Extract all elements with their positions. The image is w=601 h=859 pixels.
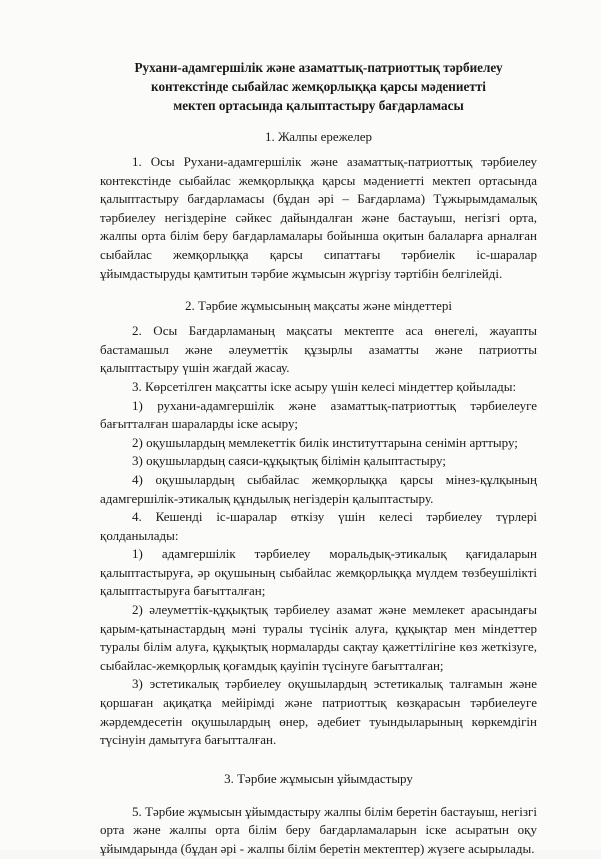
list-item: 2) оқушылардың мемлекеттік билік институттарына сенімін арттыру; — [132, 434, 518, 450]
document-title — [100, 58, 537, 115]
list-item: 3) оқушылардың саяси-құқықтық білімін қалыптастыру; — [132, 453, 446, 469]
paragraph: 5. Тәрбие жұмысын ұйымдастыру жалпы білім беретін бастауыш, негізгі орта және жалпы орта білім беру бағдарламаларын іске асыратын оқу ұйымдарында (бұдан әрі - жалпы білім беретін мектептер) жүзеге асырылады. — [100, 803, 537, 856]
title-line: Рухани-адамгершілік және азаматтық-патриоттық тәрбиелеу — [134, 60, 503, 75]
paragraph: 2. Осы Бағдарламаның мақсаты мектепте аса өнегелі, жауапты бастамашыл және әлеуметтік құзырлы азаматты және патриотты қалыптастыру үшін жағдай жасау. — [100, 323, 537, 376]
section-heading-organization: 3. Тәрбие жұмысын ұйымдастыру — [224, 770, 413, 786]
paragraph: 1. Осы Рухани-адамгершілік және азаматтық-патриоттық тәрбиелеу контекстінде сыбайлас жемқорлыққа қарсы мәдениетті мектеп ортасында қалыптастыру бағдарламасы (бұдан әрі – Бағдарлама) Тұжырымдамалық тәрбиелеу негіздеріне сәйкес дайындалған және бастауыш, негізгі орта, жалпы орта білім беру бағдарламалары бойынша оқитын балаларға арналған сыбайлас жемқорлыққа қарсы сипаттағы тәрбиелік іс-шаралар ұйымдастыруды қамтитын тәрбие жұмысын жүргізу тәртібін белгілейді. — [100, 154, 537, 281]
paragraph: 4. Кешенді іс-шаралар өткізу үшін келесі тәрбиелеу түрлері қолданылады: — [100, 509, 537, 543]
paragraph: 3. Көрсетілген мақсатты іске асыру үшін келесі міндеттер қойылады: — [132, 378, 517, 394]
title-line: контекстінде сыбайлас жемқорлыққа қарсы мәдениетті — [151, 79, 486, 94]
section-heading-general: 1. Жалпы ережелер — [264, 129, 372, 144]
list-item: 4) оқушылардың сыбайлас жемқорлыққа қарсы мінез-құлқының адамгершілік-этикалық құндылық негіздерін қалыптастыру. — [100, 471, 537, 506]
list-item: 2) әлеуметтік-құқықтық тәрбиелеу азамат және мемлекет арасындағы қарым-қатынастардың мәні туралы түсінік алуға, құқықтар мен міндеттер туралы білім алуға, құқықтық нормаларды сақтау қажеттілігіне көз жеткізуге, сыбайлас-жемқорлық қоғамдық қауіпін түсінуге бағытталған; — [100, 602, 537, 673]
section-heading-goals: 2. Тәрбие жұмысының мақсаты және міндеттері — [184, 298, 453, 314]
list-item: 3) эстетикалық тәрбиелеу оқушылардың эстетикалық талғамын және қоршаған ақиқатқа мейірімді және патриоттық көзқарасын тәрбиелеуге жәрдемдесетін оқушылардың өнер, әдебиет туындыларының көркемдігін түсінуін дамытуға бағытталған. — [100, 676, 537, 748]
title-line: мектеп ортасында қалыптастыру бағдарламасы — [173, 98, 464, 113]
list-item: 1) адамгершілік тәрбиелеу моральдық-этикалық қағидаларын қалыптастыруға, әр оқушының сыбайлас жемқорлыққа мүлдем төзбеушілікті қалыптастыруға бағытталған; — [100, 546, 537, 599]
list-item: 1) рухани-адамгершілік және азаматтық-патриоттық тәрбиелеуге бағытталған шараларды іске асыру; — [100, 397, 537, 432]
